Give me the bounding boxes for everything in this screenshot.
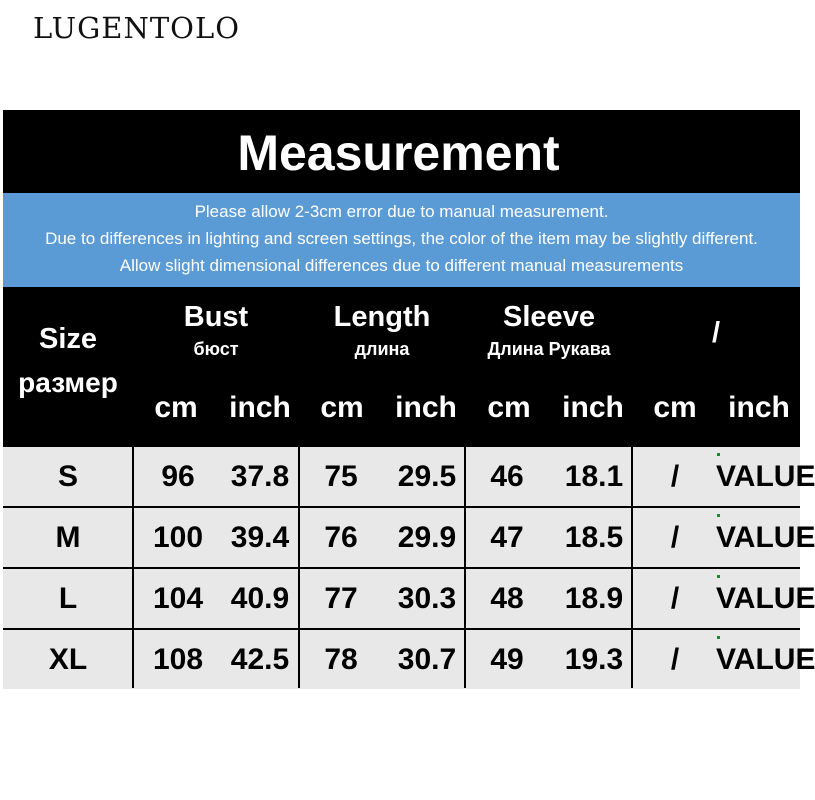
value-cell: 48 xyxy=(490,582,524,615)
length-header: Length xyxy=(333,301,431,333)
size-cell: L xyxy=(58,582,78,615)
value-cell: 29.9 xyxy=(397,521,457,554)
bust-header-ru: бюст xyxy=(193,339,239,359)
unit-cm: cm xyxy=(653,391,697,424)
value-cell: 42.5 xyxy=(230,643,290,676)
title-bar xyxy=(3,110,800,193)
value-cell: VALUE xyxy=(716,460,815,493)
value-cell: VALUE xyxy=(716,643,815,676)
size-header-ru: размер xyxy=(18,367,118,398)
column-divider xyxy=(132,445,134,688)
table-row xyxy=(3,567,815,628)
value-cell: 30.3 xyxy=(397,582,457,615)
notice-line: Allow slight dimensional differences due to different manual measurements xyxy=(119,256,684,275)
unit-inch: inch xyxy=(728,391,790,424)
cell-marker xyxy=(717,514,720,517)
value-cell: 18.9 xyxy=(564,582,624,615)
value-cell: 40.9 xyxy=(230,582,290,615)
value-cell: 30.7 xyxy=(397,643,457,676)
sleeve-header-ru: Длина Рукава xyxy=(487,339,611,359)
value-cell: 49 xyxy=(490,643,524,676)
table-title: Measurement xyxy=(237,124,560,181)
value-cell: / xyxy=(670,521,680,554)
measurement-table xyxy=(3,110,815,688)
unit-inch: inch xyxy=(562,391,624,424)
table-row xyxy=(3,628,815,689)
extra-header: / xyxy=(711,317,721,349)
size-header: Size xyxy=(38,323,98,355)
value-cell: 29.5 xyxy=(397,460,457,493)
value-cell: VALUE xyxy=(716,521,815,554)
value-cell: 104 xyxy=(152,582,204,615)
unit-cm: cm xyxy=(487,391,531,424)
bust-header: Bust xyxy=(183,301,249,333)
size-cell: S xyxy=(57,460,78,493)
unit-cm: cm xyxy=(320,391,364,424)
notice-line: Due to differences in lighting and screen settings, the color of the item may be slightly different. xyxy=(45,229,758,248)
unit-inch: inch xyxy=(229,391,291,424)
value-cell: 78 xyxy=(324,643,358,676)
cell-marker xyxy=(717,636,720,639)
value-cell: 77 xyxy=(324,582,358,615)
column-divider xyxy=(298,445,300,688)
unit-cm: cm xyxy=(154,391,198,424)
table-header xyxy=(3,287,800,445)
length-header-ru: длина xyxy=(354,339,410,359)
notice-line: Please allow 2-3cm error due to manual measurement. xyxy=(194,202,609,221)
sleeve-header: Sleeve xyxy=(503,301,595,333)
column-divider xyxy=(464,445,466,688)
value-cell: 96 xyxy=(161,460,195,493)
value-cell: 37.8 xyxy=(230,460,290,493)
value-cell: 108 xyxy=(152,643,204,676)
column-divider xyxy=(631,445,633,688)
value-cell: VALUE xyxy=(716,582,815,615)
size-cell: XL xyxy=(48,643,88,676)
value-cell: / xyxy=(670,582,680,615)
value-cell: 47 xyxy=(490,521,524,554)
size-cell: M xyxy=(55,521,81,554)
value-cell: 18.5 xyxy=(564,521,624,554)
value-cell: 18.1 xyxy=(564,460,624,493)
value-cell: 100 xyxy=(152,521,204,554)
table-row xyxy=(3,445,815,506)
cell-marker xyxy=(717,575,720,578)
value-cell: / xyxy=(670,460,680,493)
table-row xyxy=(3,506,815,567)
value-cell: 75 xyxy=(324,460,358,493)
value-cell: 39.4 xyxy=(230,521,290,554)
value-cell: 76 xyxy=(324,521,358,554)
brand-logo: LUGENTOLO xyxy=(33,11,240,45)
cell-marker xyxy=(717,453,720,456)
value-cell: / xyxy=(670,643,680,676)
unit-inch: inch xyxy=(395,391,457,424)
value-cell: 19.3 xyxy=(564,643,624,676)
value-cell: 46 xyxy=(490,460,524,493)
notice-box xyxy=(3,193,800,287)
